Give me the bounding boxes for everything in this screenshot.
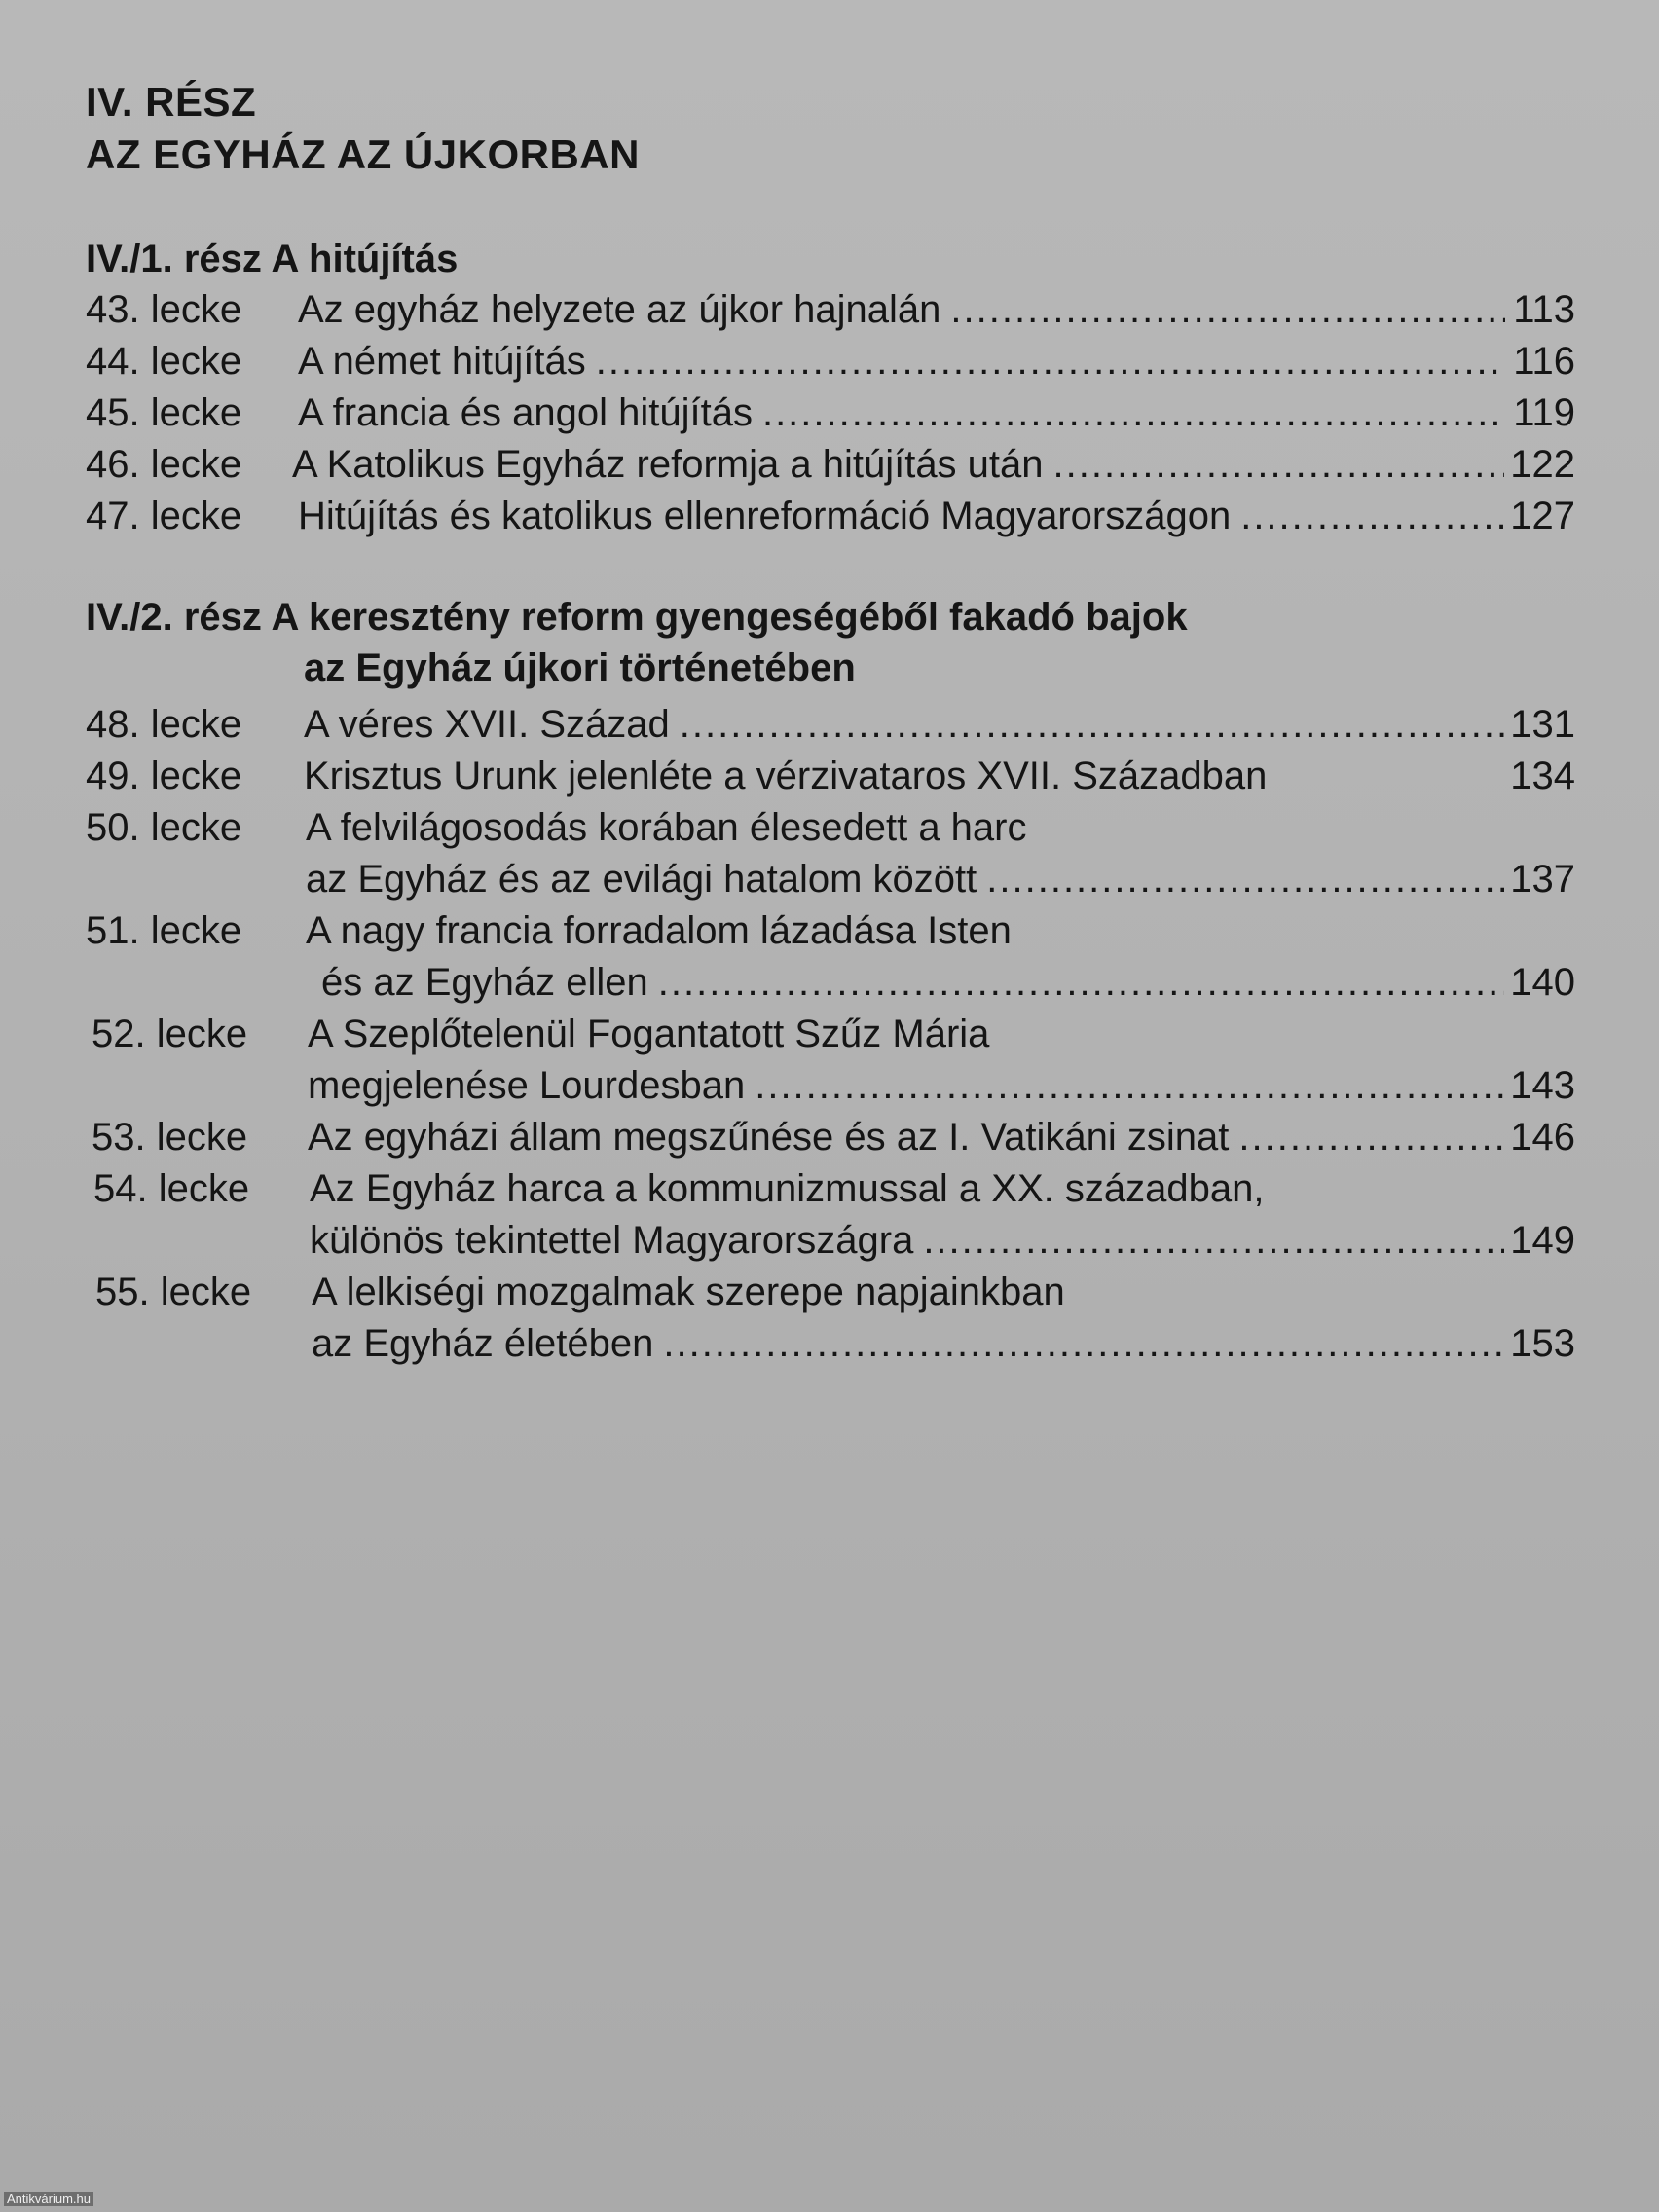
- lesson-title-line-1: A lelkiségi mozgalmak szerepe napjainkban: [312, 1271, 1065, 1313]
- lesson-title: Krisztus Urunk jelenléte a vérzivataros XVII. Században: [304, 755, 1268, 797]
- section-title: IV./2. rész A keresztény reform gyengeségéből fakadó bajok: [86, 596, 1188, 639]
- section-subtitle: az Egyház újkori történetében: [304, 646, 856, 689]
- lesson-title-line-2: különös tekintettel Magyarországra: [310, 1219, 914, 1262]
- toc-entry-50: [86, 802, 1575, 905]
- lesson-title: A Katolikus Egyház reformja a hitújítás után: [292, 443, 1044, 486]
- page-number: 146: [1510, 1116, 1575, 1159]
- dot-leader: [762, 387, 1505, 439]
- dot-leader: [986, 854, 1504, 905]
- page-number: 143: [1510, 1064, 1575, 1107]
- dot-leader: [1238, 1112, 1504, 1163]
- watermark-label: Antikvárium.hu: [4, 2192, 93, 2206]
- lesson-title-line-1: A Szeplőtelenül Fogantatott Szűz Mária: [308, 1013, 990, 1055]
- lesson-title: A német hitújítás: [298, 340, 586, 383]
- dot-leader: [680, 699, 1505, 751]
- lesson-number: 50. lecke: [86, 806, 242, 849]
- lesson-number: 45. lecke: [86, 391, 242, 434]
- lesson-number: 44. lecke: [86, 340, 242, 383]
- lesson-title-line-1: A nagy francia forradalom lázadása Isten: [306, 909, 1012, 952]
- lesson-number: 51. lecke: [86, 909, 242, 952]
- page-number: 116: [1513, 340, 1575, 383]
- dot-leader: [950, 284, 1505, 336]
- part-title: AZ EGYHÁZ AZ ÚJKORBAN: [86, 131, 640, 177]
- toc-entry-49: [86, 751, 1575, 802]
- lesson-title: Az egyház helyzete az újkor hajnalán: [298, 288, 941, 331]
- lesson-title: Hitújítás és katolikus ellenreformáció Magyarországon: [298, 495, 1232, 537]
- toc-entry-43: [86, 284, 1575, 336]
- page-number: 153: [1510, 1322, 1575, 1365]
- lesson-number: 49. lecke: [86, 755, 242, 797]
- dot-leader: [755, 1060, 1504, 1112]
- dot-leader: [1240, 491, 1504, 542]
- dot-leader: [663, 1318, 1504, 1370]
- toc-entry-44: [86, 336, 1575, 387]
- lesson-title-line-1: A felvilágosodás korában élesedett a harc: [306, 806, 1027, 849]
- lesson-title-line-2: az Egyház életében: [312, 1322, 654, 1365]
- page-number: 127: [1510, 495, 1575, 537]
- lesson-number: 43. lecke: [86, 288, 242, 331]
- toc-entry-45: [86, 387, 1575, 439]
- page-number: 137: [1510, 858, 1575, 901]
- toc-entry-54: [86, 1163, 1575, 1267]
- toc-entry-46: [86, 439, 1575, 491]
- dot-leader: [596, 336, 1505, 387]
- toc-entry-51: [86, 905, 1575, 1009]
- lesson-number: 54. lecke: [93, 1167, 250, 1210]
- toc-list-section-1: [86, 284, 1575, 542]
- page-number: 131: [1510, 703, 1575, 746]
- lesson-title: Az egyházi állam megszűnése és az I. Vatikáni zsinat: [308, 1116, 1230, 1159]
- part-heading: [86, 76, 640, 181]
- toc-entry-55: [86, 1267, 1575, 1370]
- lesson-number: 47. lecke: [86, 495, 242, 537]
- lesson-title-line-2: az Egyház és az evilági hatalom között: [306, 858, 977, 901]
- page-number: 113: [1513, 288, 1575, 331]
- lesson-number: 46. lecke: [86, 443, 242, 486]
- toc-entry-48: [86, 699, 1575, 751]
- lesson-title-line-2: és az Egyház ellen: [321, 961, 648, 1004]
- lesson-number: 52. lecke: [92, 1013, 248, 1055]
- lesson-title-line-2: megjelenése Lourdesban: [308, 1064, 746, 1107]
- page-number: 149: [1510, 1219, 1575, 1262]
- lesson-number: 48. lecke: [86, 703, 242, 746]
- dot-leader: [923, 1215, 1504, 1267]
- lesson-number: 53. lecke: [92, 1116, 248, 1159]
- lesson-title: A francia és angol hitújítás: [298, 391, 753, 434]
- lesson-number: 55. lecke: [95, 1271, 252, 1313]
- toc-entry-53: [86, 1112, 1575, 1163]
- toc-entry-47: [86, 491, 1575, 542]
- part-number: IV. RÉSZ: [86, 79, 257, 125]
- toc-list-section-2: [86, 699, 1575, 1370]
- page-number: 134: [1510, 755, 1575, 797]
- dot-leader: [658, 957, 1504, 1009]
- lesson-title-line-1: Az Egyház harca a kommunizmussal a XX. században,: [310, 1167, 1265, 1210]
- lesson-title: A véres XVII. Század: [304, 703, 670, 746]
- page-number: 119: [1513, 391, 1575, 434]
- toc-entry-52: [86, 1009, 1575, 1112]
- section-heading-1: [86, 234, 458, 284]
- dot-leader: [1053, 439, 1505, 491]
- page-number: 122: [1510, 443, 1575, 486]
- section-title: IV./1. rész A hitújítás: [86, 238, 459, 280]
- section-heading-2: [86, 592, 1188, 693]
- page-number: 140: [1510, 961, 1575, 1004]
